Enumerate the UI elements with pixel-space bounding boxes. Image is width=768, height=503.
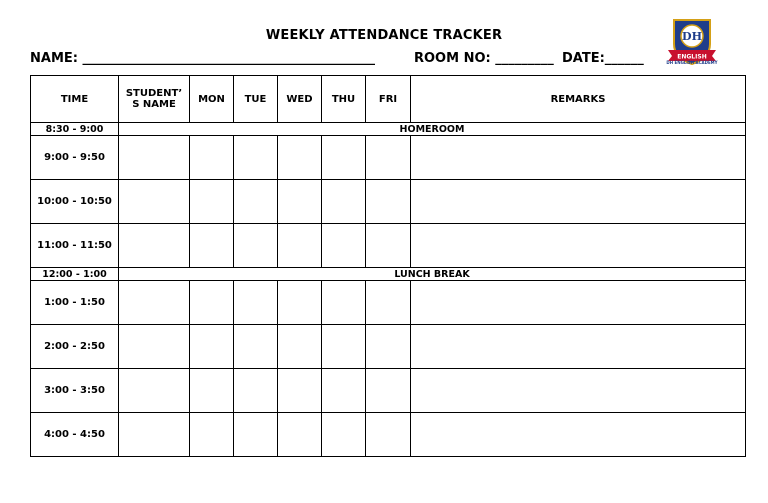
student-name-cell[interactable]	[119, 180, 190, 224]
thu-cell[interactable]	[322, 369, 366, 413]
wed-cell[interactable]	[278, 413, 322, 457]
table-row	[31, 281, 746, 325]
homeroom-label: HOMEROOM	[119, 123, 746, 136]
thu-cell[interactable]	[322, 224, 366, 268]
date-field[interactable]: DATE:______	[562, 51, 644, 66]
room-number-field[interactable]: ROOM NO: _________	[414, 51, 554, 66]
thu-cell[interactable]	[322, 281, 366, 325]
name-field[interactable]: NAME: _____________________________________________	[30, 51, 375, 66]
remarks-cell[interactable]	[411, 136, 746, 180]
student-name-cell[interactable]	[119, 136, 190, 180]
table-row-lunch-break	[31, 268, 746, 281]
thu-cell[interactable]	[322, 136, 366, 180]
thu-cell[interactable]	[322, 325, 366, 369]
time-cell: 2:00 - 2:50	[31, 325, 119, 369]
remarks-cell[interactable]	[411, 281, 746, 325]
table-row	[31, 413, 746, 457]
time-cell: 10:00 - 10:50	[31, 180, 119, 224]
fri-cell[interactable]	[366, 281, 411, 325]
tue-cell[interactable]	[234, 413, 278, 457]
time-cell: 4:00 - 4:50	[31, 413, 119, 457]
time-cell: 12:00 - 1:00	[31, 268, 119, 281]
remarks-cell[interactable]	[411, 325, 746, 369]
remarks-cell[interactable]	[411, 180, 746, 224]
time-cell: 1:00 - 1:50	[31, 281, 119, 325]
tue-cell[interactable]	[234, 224, 278, 268]
tue-cell[interactable]	[234, 281, 278, 325]
thu-cell[interactable]	[322, 413, 366, 457]
fri-cell[interactable]	[366, 136, 411, 180]
student-name-cell[interactable]	[119, 281, 190, 325]
logo-ribbon-text: ENGLISH	[677, 53, 707, 61]
wed-cell[interactable]	[278, 180, 322, 224]
student-name-cell[interactable]	[119, 369, 190, 413]
table-row	[31, 325, 746, 369]
mon-cell[interactable]	[190, 136, 234, 180]
table-header-row	[31, 76, 746, 123]
table-row	[31, 224, 746, 268]
time-cell: 3:00 - 3:50	[31, 369, 119, 413]
logo-caption: DH ENGLISH ACADEMY	[666, 60, 718, 65]
mon-cell[interactable]	[190, 224, 234, 268]
mon-cell[interactable]	[190, 413, 234, 457]
col-header-remarks: REMARKS	[411, 76, 746, 123]
fri-cell[interactable]	[366, 224, 411, 268]
wed-cell[interactable]	[278, 281, 322, 325]
time-cell: 11:00 - 11:50	[31, 224, 119, 268]
wed-cell[interactable]	[278, 224, 322, 268]
student-col-line2: S NAME	[132, 99, 176, 110]
remarks-cell[interactable]	[411, 224, 746, 268]
tue-cell[interactable]	[234, 325, 278, 369]
wed-cell[interactable]	[278, 136, 322, 180]
logo-monogram: DH	[682, 30, 702, 43]
student-name-cell[interactable]	[119, 224, 190, 268]
thu-cell[interactable]	[322, 180, 366, 224]
table-row	[31, 180, 746, 224]
attendance-table	[30, 75, 746, 457]
col-header-mon: MON	[190, 76, 234, 123]
mon-cell[interactable]	[190, 369, 234, 413]
lunch-break-label: LUNCH BREAK	[119, 268, 746, 281]
mon-cell[interactable]	[190, 325, 234, 369]
time-cell: 9:00 - 9:50	[31, 136, 119, 180]
col-header-wed: WED	[278, 76, 322, 123]
fri-cell[interactable]	[366, 369, 411, 413]
student-name-cell[interactable]	[119, 413, 190, 457]
tue-cell[interactable]	[234, 369, 278, 413]
tue-cell[interactable]	[234, 136, 278, 180]
table-row-homeroom	[31, 123, 746, 136]
student-col-line1: STUDENT’	[125, 88, 183, 99]
col-header-fri: FRI	[366, 76, 411, 123]
wed-cell[interactable]	[278, 325, 322, 369]
tue-cell[interactable]	[234, 180, 278, 224]
fri-cell[interactable]	[366, 180, 411, 224]
table-row	[31, 136, 746, 180]
remarks-cell[interactable]	[411, 369, 746, 413]
col-header-time: TIME	[31, 76, 119, 123]
table-row	[31, 369, 746, 413]
fri-cell[interactable]	[366, 325, 411, 369]
mon-cell[interactable]	[190, 180, 234, 224]
col-header-student-name	[119, 76, 190, 123]
remarks-cell[interactable]	[411, 413, 746, 457]
mon-cell[interactable]	[190, 281, 234, 325]
student-name-cell[interactable]	[119, 325, 190, 369]
fri-cell[interactable]	[366, 413, 411, 457]
col-header-thu: THU	[322, 76, 366, 123]
col-header-tue: TUE	[234, 76, 278, 123]
time-cell: 8:30 - 9:00	[31, 123, 119, 136]
page-title: WEEKLY ATTENDANCE TRACKER	[265, 28, 503, 43]
wed-cell[interactable]	[278, 369, 322, 413]
